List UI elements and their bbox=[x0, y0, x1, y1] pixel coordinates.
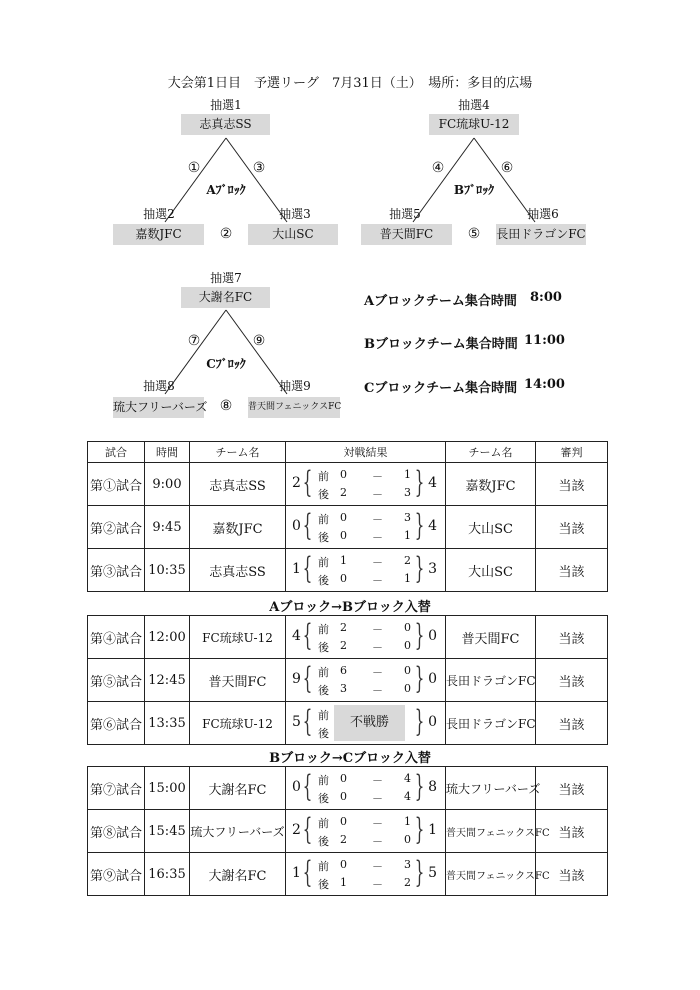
game-number: ⑨ bbox=[252, 333, 266, 349]
home-total: 1 bbox=[292, 561, 301, 577]
away-team-cell: 大山SC bbox=[446, 506, 536, 549]
table-row bbox=[88, 702, 608, 745]
away-half-score: 0 bbox=[404, 621, 411, 634]
gather-time: 14:00 bbox=[524, 377, 565, 392]
table-header-row bbox=[88, 442, 608, 463]
game-number: ③ bbox=[252, 160, 266, 176]
time-cell: 10:35 bbox=[145, 549, 190, 592]
score-cell bbox=[286, 810, 446, 853]
half-label: 前 bbox=[318, 556, 329, 569]
away-team-cell: 長田ドラゴンFC bbox=[446, 659, 536, 702]
right-brace: } bbox=[414, 465, 425, 500]
score-cell bbox=[286, 549, 446, 592]
away-half-score: 0 bbox=[404, 682, 411, 695]
gather-label: Bブロックチーム集合時間 bbox=[364, 337, 518, 352]
home-total: 4 bbox=[292, 628, 301, 644]
game-number: ④ bbox=[431, 160, 445, 176]
home-half-score: 1 bbox=[340, 876, 347, 889]
header-time: 時間 bbox=[145, 442, 190, 463]
second-half-row bbox=[314, 831, 411, 849]
time-cell: 15:00 bbox=[145, 767, 190, 810]
game-number: ① bbox=[187, 160, 201, 176]
away-half-score: 2 bbox=[404, 554, 411, 567]
score-dash: － bbox=[372, 470, 383, 483]
score-dash: － bbox=[372, 513, 383, 526]
first-half-row bbox=[314, 813, 411, 831]
table-row bbox=[88, 549, 608, 592]
table-row bbox=[88, 767, 608, 810]
half-label: 後 bbox=[318, 727, 329, 740]
right-brace: } bbox=[414, 855, 425, 890]
away-half-score: 3 bbox=[404, 486, 411, 499]
right-brace: } bbox=[414, 769, 425, 804]
block-label: Bﾌﾞﾛｯｸ bbox=[453, 183, 495, 197]
header-team: チーム名 bbox=[446, 442, 536, 463]
lottery-label: 抽選1 bbox=[210, 98, 242, 112]
home-half-score: 1 bbox=[340, 554, 347, 567]
time-cell: 12:00 bbox=[145, 616, 190, 659]
home-half-score: 0 bbox=[340, 468, 347, 481]
header-referee: 審判 bbox=[536, 442, 608, 463]
game-cell: 第②試合 bbox=[88, 506, 145, 549]
home-team-cell: 志真志SS bbox=[190, 549, 286, 592]
left-brace: { bbox=[302, 465, 313, 500]
time-cell: 13:35 bbox=[145, 702, 190, 745]
left-brace: { bbox=[302, 551, 313, 586]
results-table-a bbox=[87, 441, 608, 592]
team-box: 大謝名FC bbox=[181, 287, 270, 308]
game-cell: 第④試合 bbox=[88, 616, 145, 659]
score-dash: － bbox=[372, 817, 383, 830]
away-half-score: 1 bbox=[404, 529, 411, 542]
half-label: 後 bbox=[318, 574, 329, 587]
away-half-score: 4 bbox=[404, 772, 411, 785]
home-total: 1 bbox=[292, 865, 301, 881]
away-total: 0 bbox=[428, 628, 437, 644]
left-brace: { bbox=[302, 661, 313, 696]
second-half-row bbox=[314, 680, 411, 698]
first-half-row bbox=[314, 662, 411, 680]
home-total: 0 bbox=[292, 518, 301, 534]
team-box: FC琉球U-12 bbox=[429, 114, 519, 135]
team-box: 大山SC bbox=[248, 224, 338, 245]
home-half-score: 0 bbox=[340, 772, 347, 785]
header-game: 試合 bbox=[88, 442, 145, 463]
home-team-cell: 普天間FC bbox=[190, 659, 286, 702]
half-label: 前 bbox=[318, 513, 329, 526]
game-number: ⑧ bbox=[219, 398, 233, 414]
home-team-cell: 琉大フリーバーズ bbox=[190, 810, 286, 853]
home-half-score: 0 bbox=[340, 858, 347, 871]
team-box: 普天間FC bbox=[361, 224, 452, 245]
home-half-score: 6 bbox=[340, 664, 347, 677]
half-label: 後 bbox=[318, 531, 329, 544]
table-row bbox=[88, 463, 608, 506]
referee-cell: 当該 bbox=[536, 767, 608, 810]
home-half-score: 3 bbox=[340, 682, 347, 695]
home-team-cell: FC琉球U-12 bbox=[190, 702, 286, 745]
home-total: 2 bbox=[292, 475, 301, 491]
left-brace: { bbox=[302, 508, 313, 543]
referee-cell: 当該 bbox=[536, 853, 608, 896]
table-row bbox=[88, 616, 608, 659]
away-total: 1 bbox=[428, 822, 437, 838]
home-total: 0 bbox=[292, 779, 301, 795]
first-half-row bbox=[314, 552, 411, 570]
away-total: 4 bbox=[428, 518, 437, 534]
half-label: 前 bbox=[318, 666, 329, 679]
first-half-row bbox=[314, 509, 411, 527]
away-total: 5 bbox=[428, 865, 437, 881]
home-half-score: 2 bbox=[340, 639, 347, 652]
score-dash: － bbox=[372, 531, 383, 544]
block-label: Aﾌﾞﾛｯｸ bbox=[206, 183, 246, 197]
away-half-score: 0 bbox=[404, 639, 411, 652]
score-dash: － bbox=[372, 835, 383, 848]
half-label: 前 bbox=[318, 709, 329, 722]
referee-cell: 当該 bbox=[536, 616, 608, 659]
home-half-score: 0 bbox=[340, 511, 347, 524]
score-cell bbox=[286, 702, 446, 745]
gather-time: 11:00 bbox=[524, 333, 565, 348]
first-half-row bbox=[314, 770, 411, 788]
referee-cell: 当該 bbox=[536, 506, 608, 549]
away-team-cell: 大山SC bbox=[446, 549, 536, 592]
half-label: 前 bbox=[318, 817, 329, 830]
page-title: 大会第1日目 予選リーグ 7月31日（土） 場所：多目的広場 bbox=[167, 76, 533, 91]
game-cell: 第⑨試合 bbox=[88, 853, 145, 896]
lottery-label: 抽選2 bbox=[143, 207, 175, 221]
away-half-score: 3 bbox=[404, 511, 411, 524]
away-team-cell: 普天間FC bbox=[446, 616, 536, 659]
away-team-cell: 嘉数JFC bbox=[446, 463, 536, 506]
left-brace: { bbox=[302, 618, 313, 653]
right-brace: } bbox=[414, 661, 425, 696]
home-half-score: 0 bbox=[340, 572, 347, 585]
game-cell: 第③試合 bbox=[88, 549, 145, 592]
right-brace: } bbox=[414, 704, 425, 739]
away-total: 8 bbox=[428, 779, 437, 795]
left-brace: { bbox=[302, 855, 313, 890]
home-half-score: 0 bbox=[340, 529, 347, 542]
gather-time: 8:00 bbox=[530, 290, 562, 305]
away-half-score: 1 bbox=[404, 815, 411, 828]
away-half-score: 3 bbox=[404, 858, 411, 871]
game-cell: 第⑤試合 bbox=[88, 659, 145, 702]
game-cell: 第⑥試合 bbox=[88, 702, 145, 745]
referee-cell: 当該 bbox=[536, 702, 608, 745]
half-label: 前 bbox=[318, 623, 329, 636]
second-half-row bbox=[314, 788, 411, 806]
score-cell bbox=[286, 767, 446, 810]
right-brace: } bbox=[414, 551, 425, 586]
score-dash: － bbox=[372, 556, 383, 569]
game-number: ⑤ bbox=[467, 226, 481, 242]
team-box: 琉大フリーバーズ bbox=[113, 397, 204, 418]
block-switch-note: Aブロック→Bブロック入替 bbox=[269, 600, 431, 615]
table-row bbox=[88, 659, 608, 702]
time-cell: 12:45 bbox=[145, 659, 190, 702]
score-dash: － bbox=[372, 792, 383, 805]
time-cell: 16:35 bbox=[145, 853, 190, 896]
block-switch-note: Bブロック→Cブロック入替 bbox=[269, 751, 431, 766]
time-cell: 9:45 bbox=[145, 506, 190, 549]
score-cell bbox=[286, 463, 446, 506]
home-team-cell: FC琉球U-12 bbox=[190, 616, 286, 659]
home-total: 2 bbox=[292, 822, 301, 838]
away-half-score: 0 bbox=[404, 664, 411, 677]
away-half-score: 4 bbox=[404, 790, 411, 803]
game-cell: 第⑧試合 bbox=[88, 810, 145, 853]
away-total: 4 bbox=[428, 475, 437, 491]
home-team-cell: 志真志SS bbox=[190, 463, 286, 506]
team-box: 志真志SS bbox=[181, 114, 270, 135]
home-total: 5 bbox=[292, 714, 301, 730]
half-label: 前 bbox=[318, 774, 329, 787]
half-label: 前 bbox=[318, 470, 329, 483]
home-team-cell: 嘉数JFC bbox=[190, 506, 286, 549]
table-row bbox=[88, 506, 608, 549]
first-half-row bbox=[314, 856, 411, 874]
away-half-score: 1 bbox=[404, 572, 411, 585]
half-label: 後 bbox=[318, 488, 329, 501]
score-cell bbox=[286, 616, 446, 659]
home-half-score: 0 bbox=[340, 790, 347, 803]
score-cell bbox=[286, 853, 446, 896]
game-cell: 第⑦試合 bbox=[88, 767, 145, 810]
game-number: ⑥ bbox=[500, 160, 514, 176]
left-brace: { bbox=[302, 704, 313, 739]
time-cell: 9:00 bbox=[145, 463, 190, 506]
block-label: Cﾌﾞﾛｯｸ bbox=[206, 357, 246, 371]
score-cell bbox=[286, 659, 446, 702]
left-brace: { bbox=[302, 812, 313, 847]
home-half-score: 2 bbox=[340, 486, 347, 499]
referee-cell: 当該 bbox=[536, 659, 608, 702]
half-label: 後 bbox=[318, 878, 329, 891]
half-label: 前 bbox=[318, 860, 329, 873]
away-half-score: 0 bbox=[404, 833, 411, 846]
lottery-label: 抽選9 bbox=[279, 379, 311, 393]
away-half-score: 2 bbox=[404, 876, 411, 889]
score-dash: － bbox=[372, 860, 383, 873]
away-total: 3 bbox=[428, 561, 437, 577]
away-half-score: 1 bbox=[404, 468, 411, 481]
away-team-cell: 普天間フェニックスFC bbox=[446, 853, 536, 896]
right-brace: } bbox=[414, 618, 425, 653]
table-row bbox=[88, 810, 608, 853]
half-label: 後 bbox=[318, 684, 329, 697]
score-dash: － bbox=[372, 623, 383, 636]
score-dash: － bbox=[372, 774, 383, 787]
header-result: 対戦結果 bbox=[286, 442, 446, 463]
first-half-row bbox=[314, 466, 411, 484]
home-half-score: 0 bbox=[340, 815, 347, 828]
game-number: ② bbox=[219, 226, 233, 242]
home-half-score: 2 bbox=[340, 833, 347, 846]
second-half-row bbox=[314, 570, 411, 588]
lottery-label: 抽選7 bbox=[210, 271, 242, 285]
away-total: 0 bbox=[428, 671, 437, 687]
away-team-cell: 普天間フェニックスFC bbox=[446, 810, 536, 853]
right-brace: } bbox=[414, 812, 425, 847]
right-brace: } bbox=[414, 508, 425, 543]
lottery-label: 抽選6 bbox=[527, 207, 559, 221]
first-half-row bbox=[314, 619, 411, 637]
score-dash: － bbox=[372, 574, 383, 587]
lottery-label: 抽選3 bbox=[279, 207, 311, 221]
table-row bbox=[88, 853, 608, 896]
home-half-score: 2 bbox=[340, 621, 347, 634]
results-table-b bbox=[87, 615, 608, 745]
lottery-label: 抽選8 bbox=[143, 379, 175, 393]
home-team-cell: 大謝名FC bbox=[190, 767, 286, 810]
away-total: 0 bbox=[428, 714, 437, 730]
left-brace: { bbox=[302, 769, 313, 804]
score-dash: － bbox=[372, 488, 383, 501]
half-label: 後 bbox=[318, 641, 329, 654]
referee-cell: 当該 bbox=[536, 810, 608, 853]
second-half-row bbox=[314, 484, 411, 502]
half-label: 後 bbox=[318, 792, 329, 805]
home-team-cell: 大謝名FC bbox=[190, 853, 286, 896]
game-cell: 第①試合 bbox=[88, 463, 145, 506]
team-box: 長田ドラゴンFC bbox=[496, 224, 586, 245]
gather-label: Cブロックチーム集合時間 bbox=[364, 381, 518, 396]
second-half-row bbox=[314, 637, 411, 655]
away-team-cell: 長田ドラゴンFC bbox=[446, 702, 536, 745]
team-box: 普天間フェニックスFC bbox=[248, 397, 340, 418]
lottery-label: 抽選5 bbox=[389, 207, 421, 221]
gather-label: Aブロックチーム集合時間 bbox=[364, 294, 517, 309]
half-label: 後 bbox=[318, 835, 329, 848]
away-team-cell: 琉大フリーバーズ bbox=[446, 767, 536, 810]
score-dash: － bbox=[372, 641, 383, 654]
score-dash: － bbox=[372, 666, 383, 679]
header-team: チーム名 bbox=[190, 442, 286, 463]
score-cell bbox=[286, 506, 446, 549]
forfeit-win-badge: 不戦勝 bbox=[334, 705, 405, 741]
referee-cell: 当該 bbox=[536, 549, 608, 592]
team-box: 嘉数JFC bbox=[113, 224, 204, 245]
game-number: ⑦ bbox=[187, 333, 201, 349]
second-half-row bbox=[314, 874, 411, 892]
lottery-label: 抽選4 bbox=[458, 98, 490, 112]
second-half-row bbox=[314, 527, 411, 545]
home-total: 9 bbox=[292, 671, 301, 687]
results-table-c bbox=[87, 766, 608, 896]
referee-cell: 当該 bbox=[536, 463, 608, 506]
time-cell: 15:45 bbox=[145, 810, 190, 853]
score-dash: － bbox=[372, 684, 383, 697]
score-dash: － bbox=[372, 878, 383, 891]
